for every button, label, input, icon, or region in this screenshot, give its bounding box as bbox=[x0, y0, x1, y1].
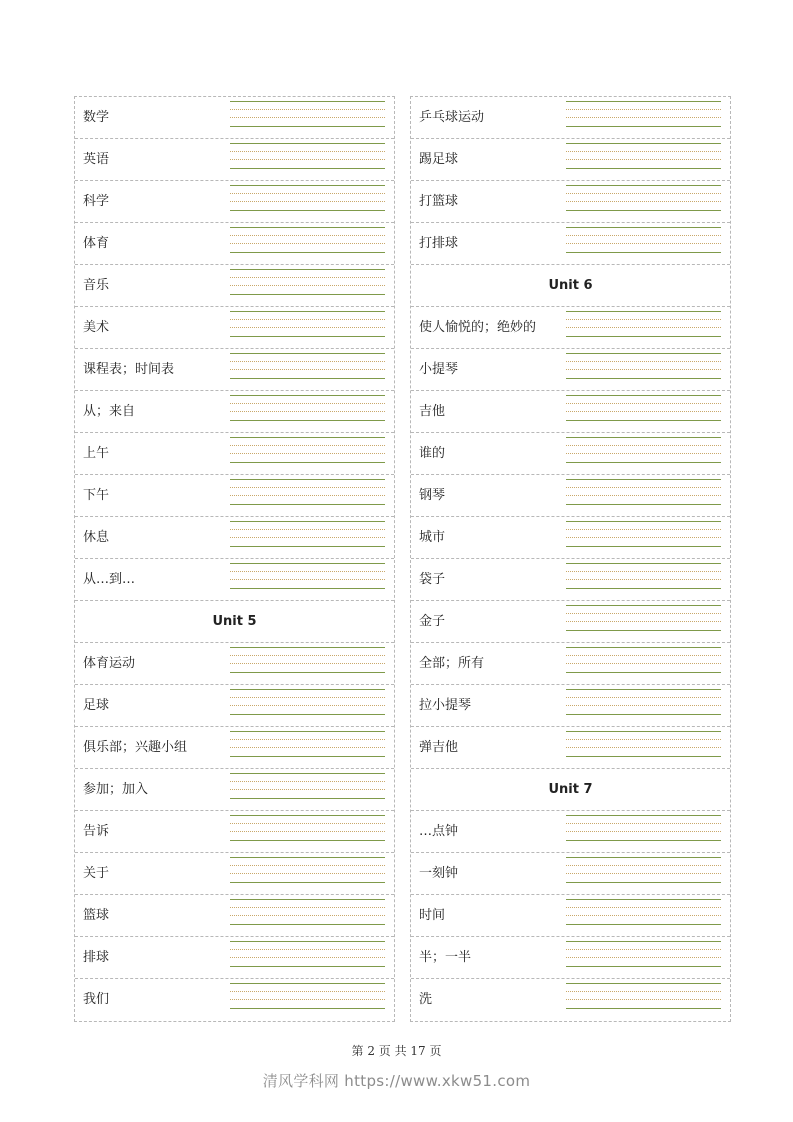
writing-lines bbox=[230, 521, 385, 554]
vocab-row bbox=[75, 349, 394, 391]
writing-line bbox=[566, 445, 721, 446]
vocab-meaning: 时间 bbox=[419, 908, 446, 923]
writing-lines bbox=[566, 311, 721, 344]
writing-line bbox=[566, 311, 721, 312]
writing-line bbox=[566, 714, 721, 715]
writing-line bbox=[230, 117, 385, 118]
writing-lines bbox=[566, 815, 721, 848]
writing-line bbox=[230, 815, 385, 816]
writing-line bbox=[230, 697, 385, 698]
vocab-meaning: 参加；加入 bbox=[83, 782, 149, 797]
vocab-row bbox=[75, 895, 394, 937]
writing-line bbox=[230, 521, 385, 522]
writing-line bbox=[230, 126, 385, 127]
vocab-meaning: 音乐 bbox=[83, 278, 110, 293]
writing-line bbox=[230, 882, 385, 883]
writing-line bbox=[230, 101, 385, 102]
writing-line bbox=[230, 462, 385, 463]
vocab-meaning: 乒乓球运动 bbox=[419, 110, 485, 125]
vocab-row bbox=[411, 139, 730, 181]
vocab-row bbox=[411, 811, 730, 853]
vocab-meaning: 休息 bbox=[83, 530, 110, 545]
writing-line bbox=[230, 966, 385, 967]
writing-line bbox=[566, 529, 721, 530]
writing-line bbox=[566, 882, 721, 883]
writing-line bbox=[230, 915, 385, 916]
vocab-meaning: 拉小提琴 bbox=[419, 698, 472, 713]
writing-line bbox=[230, 109, 385, 110]
writing-line bbox=[230, 672, 385, 673]
writing-line bbox=[566, 756, 721, 757]
vocab-meaning: 金子 bbox=[419, 614, 446, 629]
writing-line bbox=[566, 210, 721, 211]
writing-line bbox=[566, 159, 721, 160]
writing-lines bbox=[230, 899, 385, 932]
vocab-meaning: 袋子 bbox=[419, 572, 446, 587]
writing-lines bbox=[566, 185, 721, 218]
writing-line bbox=[230, 327, 385, 328]
vocab-row bbox=[75, 769, 394, 811]
vocab-row bbox=[75, 811, 394, 853]
writing-line bbox=[566, 865, 721, 866]
writing-line bbox=[230, 361, 385, 362]
writing-line bbox=[230, 445, 385, 446]
writing-line bbox=[566, 949, 721, 950]
writing-line bbox=[230, 143, 385, 144]
vocab-row bbox=[411, 307, 730, 349]
writing-line bbox=[566, 319, 721, 320]
writing-line bbox=[230, 437, 385, 438]
vocab-row bbox=[411, 391, 730, 433]
writing-lines bbox=[230, 689, 385, 722]
writing-line bbox=[566, 243, 721, 244]
writing-line bbox=[566, 621, 721, 622]
writing-line bbox=[230, 537, 385, 538]
writing-line bbox=[566, 403, 721, 404]
writing-line bbox=[230, 857, 385, 858]
writing-line bbox=[230, 957, 385, 958]
writing-line bbox=[566, 915, 721, 916]
vocab-meaning: 弹吉他 bbox=[419, 740, 459, 755]
writing-line bbox=[566, 815, 721, 816]
writing-line bbox=[566, 101, 721, 102]
writing-line bbox=[230, 663, 385, 664]
writing-line bbox=[566, 630, 721, 631]
writing-line bbox=[230, 789, 385, 790]
vocab-meaning: 小提琴 bbox=[419, 362, 459, 377]
vocab-meaning: 我们 bbox=[83, 992, 110, 1007]
writing-line bbox=[566, 1008, 721, 1009]
vocab-meaning: 课程表；时间表 bbox=[83, 362, 175, 377]
vocab-row bbox=[75, 139, 394, 181]
vocab-row bbox=[411, 349, 730, 391]
writing-line bbox=[566, 546, 721, 547]
writing-line bbox=[230, 731, 385, 732]
vocab-meaning: 踢足球 bbox=[419, 152, 459, 167]
writing-lines bbox=[230, 185, 385, 218]
page-number: 第 2 页 共 17 页 bbox=[351, 1044, 442, 1058]
writing-line bbox=[566, 571, 721, 572]
unit-heading: Unit 7 bbox=[411, 769, 730, 811]
vocab-row bbox=[75, 391, 394, 433]
vocab-row bbox=[75, 307, 394, 349]
vocab-meaning: 吉他 bbox=[419, 404, 446, 419]
writing-line bbox=[566, 420, 721, 421]
writing-lines bbox=[230, 143, 385, 176]
writing-line bbox=[230, 336, 385, 337]
writing-line bbox=[566, 697, 721, 698]
vocab-row bbox=[411, 517, 730, 559]
writing-line bbox=[566, 613, 721, 614]
writing-line bbox=[566, 109, 721, 110]
writing-lines bbox=[230, 941, 385, 974]
writing-line bbox=[566, 941, 721, 942]
vocab-meaning: 洗 bbox=[419, 992, 433, 1007]
writing-line bbox=[566, 873, 721, 874]
vocab-meaning: 从；来自 bbox=[83, 404, 136, 419]
writing-lines bbox=[566, 563, 721, 596]
vocab-row bbox=[411, 433, 730, 475]
writing-line bbox=[566, 966, 721, 967]
vocab-meaning: 打排球 bbox=[419, 236, 459, 251]
writing-line bbox=[566, 168, 721, 169]
writing-lines bbox=[230, 353, 385, 386]
vocab-meaning: 从…到… bbox=[83, 572, 136, 587]
writing-line bbox=[566, 411, 721, 412]
writing-line bbox=[566, 563, 721, 564]
unit-heading: Unit 6 bbox=[411, 265, 730, 307]
writing-line bbox=[566, 117, 721, 118]
writing-line bbox=[566, 369, 721, 370]
writing-lines bbox=[566, 857, 721, 890]
vocab-meaning: 全部；所有 bbox=[419, 656, 485, 671]
vocab-meaning: 俱乐部；兴趣小组 bbox=[83, 740, 188, 755]
writing-line bbox=[566, 227, 721, 228]
writing-line bbox=[230, 924, 385, 925]
writing-line bbox=[566, 537, 721, 538]
left-word-column bbox=[74, 96, 395, 1022]
writing-line bbox=[566, 336, 721, 337]
writing-lines bbox=[566, 731, 721, 764]
vocab-meaning: 使人愉悦的；绝妙的 bbox=[419, 320, 537, 335]
vocab-row bbox=[411, 475, 730, 517]
writing-line bbox=[566, 479, 721, 480]
vocab-row bbox=[75, 979, 394, 1021]
writing-lines bbox=[566, 941, 721, 974]
writing-lines bbox=[230, 773, 385, 806]
writing-line bbox=[230, 655, 385, 656]
writing-line bbox=[566, 235, 721, 236]
vocab-meaning: …点钟 bbox=[419, 824, 459, 839]
writing-line bbox=[230, 949, 385, 950]
writing-lines bbox=[230, 101, 385, 134]
writing-line bbox=[230, 999, 385, 1000]
writing-line bbox=[230, 823, 385, 824]
writing-lines bbox=[566, 143, 721, 176]
writing-line bbox=[566, 924, 721, 925]
writing-line bbox=[230, 865, 385, 866]
vocab-meaning: 美术 bbox=[83, 320, 110, 335]
writing-line bbox=[230, 319, 385, 320]
vocab-meaning: 关于 bbox=[83, 866, 110, 881]
vocab-meaning: 排球 bbox=[83, 950, 110, 965]
writing-line bbox=[230, 210, 385, 211]
writing-lines bbox=[230, 227, 385, 260]
writing-line bbox=[230, 647, 385, 648]
vocab-meaning: 打篮球 bbox=[419, 194, 459, 209]
writing-lines bbox=[566, 437, 721, 470]
writing-line bbox=[230, 201, 385, 202]
writing-lines bbox=[230, 563, 385, 596]
writing-line bbox=[230, 420, 385, 421]
writing-line bbox=[230, 756, 385, 757]
writing-line bbox=[566, 605, 721, 606]
writing-line bbox=[230, 579, 385, 580]
writing-line bbox=[230, 504, 385, 505]
writing-line bbox=[230, 395, 385, 396]
writing-line bbox=[566, 361, 721, 362]
writing-line bbox=[230, 705, 385, 706]
writing-line bbox=[230, 840, 385, 841]
writing-line bbox=[230, 1008, 385, 1009]
vocab-row bbox=[411, 853, 730, 895]
vocab-row bbox=[411, 181, 730, 223]
vocab-meaning: 下午 bbox=[83, 488, 110, 503]
vocab-row bbox=[75, 727, 394, 769]
writing-line bbox=[230, 403, 385, 404]
writing-line bbox=[566, 731, 721, 732]
vocab-row bbox=[75, 853, 394, 895]
writing-line bbox=[566, 907, 721, 908]
writing-lines bbox=[566, 353, 721, 386]
writing-line bbox=[566, 151, 721, 152]
writing-line bbox=[566, 437, 721, 438]
writing-line bbox=[230, 168, 385, 169]
writing-lines bbox=[230, 731, 385, 764]
writing-line bbox=[566, 747, 721, 748]
writing-line bbox=[566, 647, 721, 648]
writing-line bbox=[566, 504, 721, 505]
vocab-row bbox=[75, 433, 394, 475]
unit-heading: Unit 5 bbox=[75, 601, 394, 643]
vocab-row bbox=[75, 475, 394, 517]
writing-line bbox=[566, 655, 721, 656]
vocab-meaning: 城市 bbox=[419, 530, 446, 545]
vocab-row bbox=[75, 265, 394, 307]
vocab-row bbox=[411, 685, 730, 727]
vocab-row bbox=[411, 937, 730, 979]
writing-line bbox=[566, 983, 721, 984]
writing-line bbox=[230, 714, 385, 715]
writing-line bbox=[230, 546, 385, 547]
writing-line bbox=[230, 353, 385, 354]
writing-line bbox=[566, 705, 721, 706]
writing-line bbox=[230, 285, 385, 286]
site-watermark: 清风学科网 https://www.xkw51.com bbox=[262, 1072, 531, 1090]
vocab-meaning: 数学 bbox=[83, 110, 110, 125]
writing-lines bbox=[566, 899, 721, 932]
writing-line bbox=[230, 563, 385, 564]
writing-lines bbox=[566, 101, 721, 134]
vocab-meaning: 体育运动 bbox=[83, 656, 136, 671]
writing-line bbox=[566, 327, 721, 328]
writing-line bbox=[566, 991, 721, 992]
writing-line bbox=[566, 739, 721, 740]
writing-line bbox=[230, 151, 385, 152]
vocab-row bbox=[411, 979, 730, 1021]
vocab-row bbox=[411, 559, 730, 601]
writing-line bbox=[230, 529, 385, 530]
writing-line bbox=[566, 823, 721, 824]
writing-line bbox=[230, 991, 385, 992]
vocab-meaning: 上午 bbox=[83, 446, 110, 461]
writing-line bbox=[566, 899, 721, 900]
writing-line bbox=[230, 252, 385, 253]
writing-lines bbox=[230, 647, 385, 680]
writing-line bbox=[230, 235, 385, 236]
writing-lines bbox=[230, 437, 385, 470]
vocab-row bbox=[411, 97, 730, 139]
vocab-meaning: 足球 bbox=[83, 698, 110, 713]
writing-line bbox=[566, 487, 721, 488]
writing-lines bbox=[230, 983, 385, 1016]
writing-line bbox=[566, 672, 721, 673]
writing-line bbox=[566, 579, 721, 580]
vocab-meaning: 英语 bbox=[83, 152, 110, 167]
writing-line bbox=[566, 252, 721, 253]
writing-line bbox=[566, 495, 721, 496]
writing-line bbox=[230, 689, 385, 690]
writing-lines bbox=[566, 983, 721, 1016]
writing-line bbox=[566, 378, 721, 379]
writing-lines bbox=[566, 521, 721, 554]
writing-line bbox=[230, 227, 385, 228]
vocab-row bbox=[75, 97, 394, 139]
writing-line bbox=[566, 193, 721, 194]
writing-line bbox=[230, 899, 385, 900]
writing-line bbox=[230, 781, 385, 782]
writing-line bbox=[230, 495, 385, 496]
writing-lines bbox=[230, 395, 385, 428]
writing-line bbox=[230, 739, 385, 740]
writing-lines bbox=[230, 269, 385, 302]
writing-line bbox=[230, 798, 385, 799]
vocab-row bbox=[411, 223, 730, 265]
writing-line bbox=[230, 747, 385, 748]
writing-lines bbox=[566, 479, 721, 512]
vocab-row bbox=[75, 181, 394, 223]
writing-line bbox=[230, 588, 385, 589]
writing-lines bbox=[566, 227, 721, 260]
vocab-row bbox=[411, 643, 730, 685]
writing-line bbox=[230, 479, 385, 480]
vocab-row bbox=[75, 937, 394, 979]
writing-line bbox=[230, 369, 385, 370]
writing-lines bbox=[566, 647, 721, 680]
vocab-meaning: 钢琴 bbox=[419, 488, 446, 503]
writing-line bbox=[230, 311, 385, 312]
vocab-meaning: 一刻钟 bbox=[419, 866, 459, 881]
writing-line bbox=[230, 773, 385, 774]
writing-line bbox=[230, 378, 385, 379]
vocab-row bbox=[411, 895, 730, 937]
writing-line bbox=[566, 201, 721, 202]
writing-line bbox=[230, 873, 385, 874]
writing-line bbox=[566, 857, 721, 858]
writing-line bbox=[230, 243, 385, 244]
writing-line bbox=[230, 294, 385, 295]
vocab-row bbox=[411, 727, 730, 769]
writing-line bbox=[566, 957, 721, 958]
writing-line bbox=[566, 689, 721, 690]
writing-line bbox=[230, 159, 385, 160]
writing-line bbox=[230, 831, 385, 832]
writing-lines bbox=[566, 395, 721, 428]
vocab-row bbox=[411, 601, 730, 643]
writing-lines bbox=[230, 311, 385, 344]
vocab-meaning: 体育 bbox=[83, 236, 110, 251]
writing-line bbox=[566, 588, 721, 589]
right-word-column bbox=[410, 96, 731, 1022]
writing-line bbox=[230, 453, 385, 454]
writing-line bbox=[566, 126, 721, 127]
writing-line bbox=[230, 193, 385, 194]
writing-line bbox=[566, 521, 721, 522]
vocab-row bbox=[75, 559, 394, 601]
writing-line bbox=[566, 462, 721, 463]
writing-line bbox=[230, 941, 385, 942]
writing-line bbox=[230, 983, 385, 984]
writing-line bbox=[566, 143, 721, 144]
vocab-row bbox=[75, 517, 394, 559]
writing-line bbox=[566, 999, 721, 1000]
writing-line bbox=[230, 411, 385, 412]
vocab-meaning: 科学 bbox=[83, 194, 110, 209]
writing-line bbox=[230, 571, 385, 572]
writing-lines bbox=[230, 815, 385, 848]
vocab-row bbox=[75, 685, 394, 727]
writing-line bbox=[230, 277, 385, 278]
vocab-meaning: 谁的 bbox=[419, 446, 446, 461]
writing-lines bbox=[566, 605, 721, 638]
writing-line bbox=[230, 185, 385, 186]
vocab-row bbox=[75, 223, 394, 265]
vocab-meaning: 告诉 bbox=[83, 824, 110, 839]
writing-line bbox=[566, 453, 721, 454]
vocab-meaning: 半；一半 bbox=[419, 950, 472, 965]
writing-line bbox=[230, 487, 385, 488]
writing-line bbox=[566, 663, 721, 664]
writing-line bbox=[230, 269, 385, 270]
writing-line bbox=[566, 185, 721, 186]
vocab-row bbox=[75, 643, 394, 685]
writing-lines bbox=[230, 857, 385, 890]
writing-line bbox=[566, 353, 721, 354]
writing-line bbox=[566, 840, 721, 841]
writing-lines bbox=[230, 479, 385, 512]
writing-line bbox=[566, 395, 721, 396]
writing-line bbox=[566, 831, 721, 832]
writing-lines bbox=[566, 689, 721, 722]
vocab-meaning: 篮球 bbox=[83, 908, 110, 923]
writing-line bbox=[230, 907, 385, 908]
